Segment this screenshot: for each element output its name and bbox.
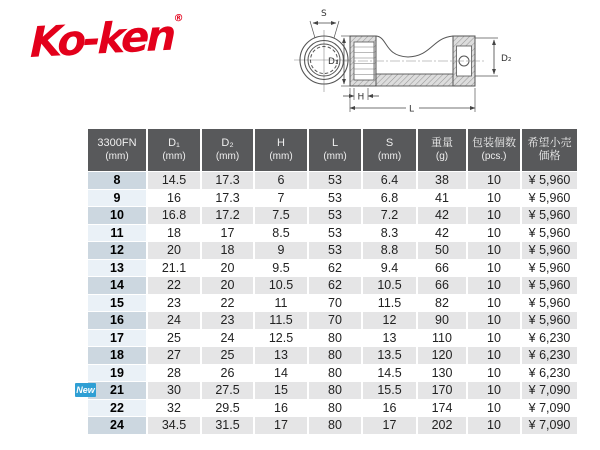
cell-pcs: 10 [468, 260, 520, 277]
table-row [88, 225, 577, 242]
cell-d1: 25 [148, 330, 200, 347]
brand-logo-text: Ko-ken [29, 10, 174, 68]
table-row [88, 242, 577, 259]
cell-pcs: 10 [468, 400, 520, 417]
cell-s: 7.2 [363, 207, 416, 224]
cell-weight: 174 [418, 400, 466, 417]
cell-size: 18 [88, 347, 146, 364]
cell-s: 10.5 [363, 277, 416, 294]
cell-h: 11 [255, 295, 307, 312]
cell-weight: 120 [418, 347, 466, 364]
cell-size: 24 [88, 417, 146, 434]
cell-d1: 30 [148, 382, 200, 399]
registered-trademark-icon: ® [173, 12, 184, 25]
table-row [88, 365, 577, 382]
cell-size: 21 New [88, 382, 146, 399]
cell-h: 7.5 [255, 207, 307, 224]
cell-size: 16 [88, 312, 146, 329]
cell-weight: 170 [418, 382, 466, 399]
cell-h: 13 [255, 347, 307, 364]
socket-dimension-diagram [268, 0, 518, 122]
spec-table [76, 128, 579, 435]
cell-h: 12.5 [255, 330, 307, 347]
dimension-h-label: H [357, 92, 365, 103]
cell-d2: 17.3 [202, 172, 253, 189]
dimension-d2 [475, 38, 512, 76]
table-row [88, 277, 577, 294]
cell-d1: 22 [148, 277, 200, 294]
cell-price: ¥ 6,230 [522, 365, 577, 382]
cell-s: 14.5 [363, 365, 416, 382]
cell-price: ¥ 5,960 [522, 190, 577, 207]
new-badge: New [76, 385, 95, 395]
dimension-s-label: S [321, 9, 327, 19]
cell-price: ¥ 6,230 [522, 330, 577, 347]
cell-s: 6.4 [363, 172, 416, 189]
dimension-l [350, 88, 475, 115]
cell-l: 80 [309, 347, 361, 364]
cell-d2: 18 [202, 242, 253, 259]
cell-size: 15 [88, 295, 146, 312]
cell-d1: 24 [148, 312, 200, 329]
cell-size: 19 [88, 365, 146, 382]
cell-l: 62 [309, 277, 361, 294]
table-row [88, 330, 577, 347]
cell-weight: 42 [418, 225, 466, 242]
cell-d2: 17.2 [202, 207, 253, 224]
cell-d2: 20 [202, 260, 253, 277]
cell-price: ¥ 6,230 [522, 347, 577, 364]
cell-pcs: 10 [468, 242, 520, 259]
dimension-s [310, 9, 339, 38]
column-header: 重量 (g) [418, 129, 466, 171]
cell-l: 70 [309, 312, 361, 329]
table-row [88, 207, 577, 224]
cell-s: 8.3 [363, 225, 416, 242]
cell-l: 80 [309, 400, 361, 417]
cell-d2: 24 [202, 330, 253, 347]
cell-pcs: 10 [468, 190, 520, 207]
cell-weight: 82 [418, 295, 466, 312]
column-header: H (mm) [255, 129, 307, 171]
cell-h: 15 [255, 382, 307, 399]
cell-d1: 14.5 [148, 172, 200, 189]
cell-pcs: 10 [468, 347, 520, 364]
cell-price: ¥ 5,960 [522, 242, 577, 259]
table-row [88, 260, 577, 277]
cell-l: 62 [309, 260, 361, 277]
cell-pcs: 10 [468, 330, 520, 347]
cell-pcs: 10 [468, 225, 520, 242]
cell-s: 8.8 [363, 242, 416, 259]
column-header: S (mm) [363, 129, 416, 171]
cell-pcs: 10 [468, 312, 520, 329]
cell-price: ¥ 5,960 [522, 260, 577, 277]
column-header: D₂ (mm) [202, 129, 253, 171]
cell-d1: 16 [148, 190, 200, 207]
cell-weight: 66 [418, 260, 466, 277]
cell-d2: 26 [202, 365, 253, 382]
cell-d2: 20 [202, 277, 253, 294]
cell-l: 53 [309, 242, 361, 259]
cell-price: ¥ 5,960 [522, 172, 577, 189]
cell-weight: 66 [418, 277, 466, 294]
cell-pcs: 10 [468, 295, 520, 312]
cell-weight: 42 [418, 207, 466, 224]
table-row [88, 295, 577, 312]
cell-s: 6.8 [363, 190, 416, 207]
cell-pcs: 10 [468, 417, 520, 434]
cell-size: 11 [88, 225, 146, 242]
cell-pcs: 10 [468, 172, 520, 189]
cell-size: 12 [88, 242, 146, 259]
cell-l: 53 [309, 225, 361, 242]
cell-d1: 18 [148, 225, 200, 242]
cell-pcs: 10 [468, 365, 520, 382]
cell-d1: 28 [148, 365, 200, 382]
column-header: L (mm) [309, 129, 361, 171]
cell-pcs: 10 [468, 382, 520, 399]
cell-weight: 110 [418, 330, 466, 347]
cell-h: 8.5 [255, 225, 307, 242]
cell-size: 22 [88, 400, 146, 417]
cell-d2: 17.3 [202, 190, 253, 207]
cell-weight: 202 [418, 417, 466, 434]
cell-d2: 22 [202, 295, 253, 312]
dimension-d1-label: D₁ [328, 57, 339, 67]
cell-s: 13.5 [363, 347, 416, 364]
dimension-d2-label: D₂ [501, 54, 512, 64]
cell-price: ¥ 5,960 [522, 207, 577, 224]
cell-d1: 27 [148, 347, 200, 364]
cell-l: 53 [309, 207, 361, 224]
table-row [88, 172, 577, 189]
cell-d2: 17 [202, 225, 253, 242]
cell-price: ¥ 5,960 [522, 277, 577, 294]
cell-l: 80 [309, 365, 361, 382]
cell-h: 11.5 [255, 312, 307, 329]
cell-s: 9.4 [363, 260, 416, 277]
cell-d2: 29.5 [202, 400, 253, 417]
cell-price: ¥ 7,090 [522, 400, 577, 417]
cell-weight: 50 [418, 242, 466, 259]
cell-h: 9.5 [255, 260, 307, 277]
cell-price: ¥ 7,090 [522, 417, 577, 434]
table-row [88, 190, 577, 207]
cell-d1: 20 [148, 242, 200, 259]
dimension-h [343, 88, 379, 103]
cell-l: 70 [309, 295, 361, 312]
spec-table-header-row [88, 129, 577, 171]
column-header: D₁ (mm) [148, 129, 200, 171]
cell-price: ¥ 7,090 [522, 382, 577, 399]
column-header: 希望小売価格 [522, 129, 577, 171]
cell-weight: 38 [418, 172, 466, 189]
cell-weight: 130 [418, 365, 466, 382]
cell-s: 15.5 [363, 382, 416, 399]
cell-pcs: 10 [468, 277, 520, 294]
table-row [88, 347, 577, 364]
cell-l: 80 [309, 417, 361, 434]
cell-price: ¥ 5,960 [522, 225, 577, 242]
dimension-l-label: L [409, 104, 415, 115]
cell-h: 6 [255, 172, 307, 189]
cell-h: 16 [255, 400, 307, 417]
cell-d1: 16.8 [148, 207, 200, 224]
table-row [88, 400, 577, 417]
cell-size: 13 [88, 260, 146, 277]
cell-s: 17 [363, 417, 416, 434]
cell-price: ¥ 5,960 [522, 295, 577, 312]
cell-price: ¥ 5,960 [522, 312, 577, 329]
cell-d2: 25 [202, 347, 253, 364]
cell-size: 9 [88, 190, 146, 207]
cell-h: 10.5 [255, 277, 307, 294]
cell-size: 14 [88, 277, 146, 294]
cell-l: 53 [309, 172, 361, 189]
cell-size: 8 [88, 172, 146, 189]
cell-s: 13 [363, 330, 416, 347]
cell-weight: 41 [418, 190, 466, 207]
brand-logo [30, 10, 184, 67]
cell-d2: 27.5 [202, 382, 253, 399]
cell-d2: 31.5 [202, 417, 253, 434]
cell-d2: 23 [202, 312, 253, 329]
cell-d1: 34.5 [148, 417, 200, 434]
cell-l: 80 [309, 382, 361, 399]
cell-weight: 90 [418, 312, 466, 329]
cell-h: 14 [255, 365, 307, 382]
cell-d1: 21.1 [148, 260, 200, 277]
cell-h: 7 [255, 190, 307, 207]
socket-section-view [342, 36, 484, 86]
column-header: 3300FN (mm) [88, 129, 146, 171]
cell-size: 17 [88, 330, 146, 347]
column-header: 包装個数 (pcs.) [468, 129, 520, 171]
cell-s: 12 [363, 312, 416, 329]
cell-s: 11.5 [363, 295, 416, 312]
cell-l: 53 [309, 190, 361, 207]
cell-d1: 32 [148, 400, 200, 417]
cell-s: 16 [363, 400, 416, 417]
table-row [88, 382, 577, 399]
table-row [88, 417, 577, 434]
cell-size: 10 [88, 207, 146, 224]
cell-l: 80 [309, 330, 361, 347]
spec-table-body [76, 172, 577, 434]
cell-pcs: 10 [468, 207, 520, 224]
table-row [88, 312, 577, 329]
cell-h: 9 [255, 242, 307, 259]
cell-d1: 23 [148, 295, 200, 312]
cell-h: 17 [255, 417, 307, 434]
